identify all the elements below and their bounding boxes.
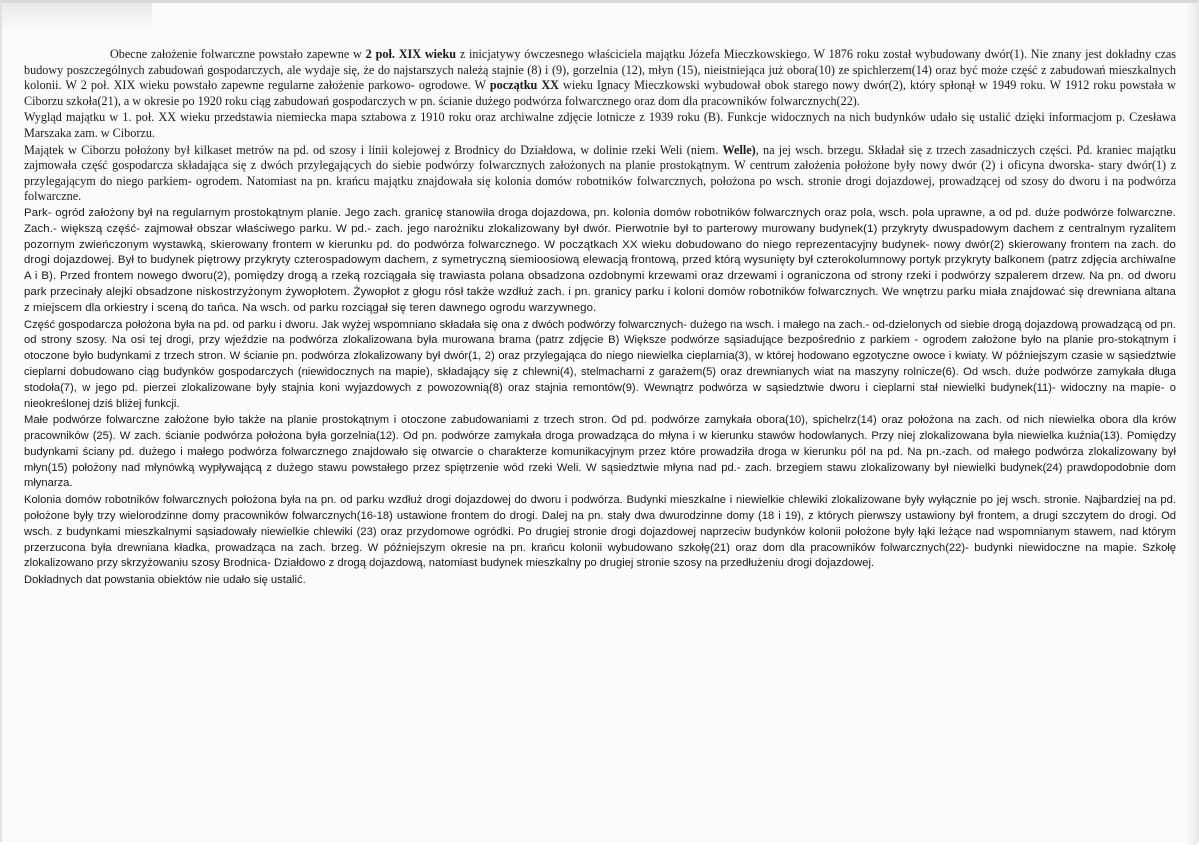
paragraph-park: Park- ogród założony był na regularnym prostokątnym planie. Jego zach. granicę stanowiła droga dojazdowa, pn. kolonia domów robotników folwarcznych oraz pola, wsch. pola uprawne, a od pd. duże podwórze folwarczne. Zach.- większą część- zajmował obszar właściwego parku. W pd.- zach. jego narożniku zlokalizowany był dwór. Pierwotnie był to parterowy murowany budynek(1) przykryty dwuspadowym dachem z centralnym ryzalitem pozornym zwieńczonym wystawką, skierowany frontem w kierunku pd. do podwórza folwarcznego. W początkach XX wieku dobudowano do niego reprezentacyjny budynek- nowy dwór(2) skierowany frontem na zach. do drogi dojazdowej. Był to budynek piętrowy przykryty czterospadowym dachem, z symetryczną siemioosiową elewacją frontową, przed którą wysunięty był czterokolumnowy portyk przykryty balkonem (patrz zdjęcia archiwalne A i B). Przed frontem nowego dworu(2), pomiędzy drogą a rzeką rozciągała się trawiasta polana obsadzona ozdobnymi krzewami oraz drzewami i ograniczona od strony rzeki i podwórzy szpalerem drzew. Na pn. od dworu park przecinały alejki obsadzone niskostrzyżonym żywopłotem. Żywopłot z głogu rósł także wzdłuż zach. i pn. granicy parku i koloni domów robotników folwarcznych. We wnętrzu parku miała znajdować się drewniana altana z miejscem dla orkiestry i sceną do tańca. Na wsch. od parku rozciągał się teren dawnego ogrodu warzywnego. [24, 206, 1176, 314]
paragraph-sources: Wygląd majątku w 1. poł. XX wieku przedstawia niemiecka mapa sztabowa z 1910 roku oraz archiwalne zdjęcie lotnicze z 1939 roku (B). Funkcje widocznych na nich budynków udało się ustalić dzięki informacjom p. Czesława Marszaka zam. w Ciborzu. [24, 110, 1176, 140]
paragraph-farm-part: Część gospodarcza położona była na pd. od parku i dworu. Jak wyżej wspomniano składała się ona z dwóch podwórzy folwarcznych- dużego na wsch. i małego na zach.- od-dzielonych od siebie drogą dojazdową prowadzącą od pn. od strony szosy. Na osi tej drogi, przy wjeździe na podwórza zlokalizowana była murowana brama (patrz zdjęcie B) Większe podwórze sąsiadujące bezpośrednio z parkiem - ogrodem założone było na planie pro-stokątnym i otoczone było budynkami z trzech stron. W ścianie pn. podwórza zlokalizowany był dwór(1, 2) oraz przylegająca do niego niewielka cieplarnia(3), w której hodowano egzotyczne owoce i kwiaty. W późniejszym czasie w sąsiedztwie cieplarni dobudowano ciąg budynków gospodarczych (niewidocznych na mapie), składający się z chlewni(4), stelmacharni z garażem(5) oraz drewnianych wiat na maszyny rolnicze(6). Od wsch. duże podwórze zamykała długa stodoła(7), w jego pd. pierzei zlokalizowane były stajnia koni wyjazdowych z powozownią(8) oraz stajnia remontów(9). Wewnątrz podwórza w sąsiedztwie dworu i cieplarni stał niewielki budynek(11)- widoczny na mapie- o nieokreślonej dziś bliżej funkcji. [24, 318, 1176, 410]
paragraph-history [24, 47, 1176, 109]
paragraph-workers-colony: Kolonia domów robotników folwarcznych położona była na pn. od parku wzdłuż drogi dojazdowej do dworu i podwórza. Budynki mieszkalne i niewielkie chlewiki zlokalizowane były wyłącznie po jej wsch. stronie. Najbardziej na pd. położone były trzy wielorodzinne domy pracowników folwarcznych(16-18) ustawione frontem do drogi. Dalej na pn. stały dwa dwurodzinne domy (18 i 19), z których pierwszy ustawiony był frontem, a drugi szczytem do drogi. Od wsch. z budynkami mieszkalnymi sąsiadowały niewielkie chlewiki (23) oraz przydomowe ogródki. Po drugiej stronie drogi dojazdowej naprzeciw budynków kolonii położone były łąki leżące nad wspomnianym stawem, nad którym przerzucona była drewniana kładka, prowadząca na zach. brzeg. W późniejszym okresie na pn. krańcu kolonii wybudowano szkołę(21) oraz dom dla pracowników folwarcznych(22)- budynki niewidoczne na mapie. Szkołę zlokalizowano przy skrzyżowaniu szosy Brodnica- Działdowo z drogą dojazdową, natomiast budynek mieszkalny po drugiej stronie szosy na przedłużeniu drogi dojazdowej. [24, 494, 1176, 570]
paragraph-location-text-1: Majątek w Ciborzu położony był kilkaset metrów na pd. od szosy i linii kolejowej z Brodnicy do Działdowa, w dolinie rzeki Weli (niem. [24, 142, 723, 157]
paragraph-closing: Dokładnych dat powstania obiektów nie udało się ustalić. [24, 574, 306, 587]
paragraph-history-text-2: z inicjatywy ówczesnego właściciela majątku Józefa Mieczkowskiego. W 1876 roku został wybudowany dwór(1). Nie znany jest dokładny czas budowy poszczególnych zabudowań gospodarczych, ale wydaje się, że do najstarszych należą stajnie (8) i (9), gorzelnia (12), młyn (15), nieistniejąca już obora(10) ze spichlerzem(14) oraz być może część z zabudowań mieszkalnych kolonii. W 2 poł. XIX wieku powstało zapewne regularne założenie parkowo- ogrodowe. W [24, 47, 1176, 93]
scan-shadow-top [2, 3, 152, 31]
paragraph-history-bold-1: 2 poł. XIX wieku [365, 47, 457, 61]
paragraph-history-bold-2: początku XX [489, 78, 559, 93]
paragraph-small-yard: Małe podwórze folwarczne założone było także na planie prostokątnym i otoczone zabudowaniami z trzech stron. Od pd. podwórze zamykała obora(10), spichelrz(14) oraz położona na zach. od nich niewielka obora dla krów pracowników (25). W zach. ścianie podwórza położona była gorzelnia(12). Od pn. podwórze zamykała droga prowadząca do młyna i w kierunku stawów hodowlanych. Przy niej zlokalizowana była niewielka kuźnia(13). Pomiędzy budynkami ściany pd. dużego i małego podwórza folwarcznego znajdowało się otwarcie o charakterze komunikacyjnym przez które prowadziła droga w kierunku pól na pd. Na pn.-zach. od małego podwórza zlokalizowany był młyn(15) położony nad młynówką wypływającą z dużego stawu powstałego przez spiętrzenie wód rzeki Weli. W sąsiedztwie młyna nad pd.- zach. brzegiem stawu zlokalizowany był niewielki budynek(24) prawdopodobnie dom młynarza. [24, 414, 1176, 490]
paragraph-location-bold: Welle) [722, 142, 756, 157]
scan-shadow-right [1185, 3, 1197, 845]
paragraph-location-text-2: , na jej wsch. brzegu. Składał się z trzech zasadniczych części. Pd. kraniec majątku zajmowała część gospodarcza składająca się z dwóch przylegających do siebie podwórzy folwarcznych założonych na planie prostokątnym. W centrum założenia położone były nowy dwór (2) i oficyna dworska- stary dwór(1) z przylegającym do niego parkiem- ogrodem. Natomiast na pn. krańcu majątku znajdowała się kolonia domów robotników folwarcznych, położona po wsch. stronie drogi dojazdowej, prowadzącej od szosy do dworu i na podwórza folwarczne. [24, 142, 1176, 204]
paragraph-history-text-1: Obecne założenie folwarczne powstało zapewne w [110, 47, 366, 61]
document-body [24, 47, 1176, 590]
paragraph-history-text-3: wieku Ignacy Mieczkowski wybudował obok starego nowy dwór(2), który spłonął w 1949 roku. W 1912 roku powstała w Ciborzu szkoła(21), a w okresie po 1920 roku ciąg zabudowań gospodarczych w pn. ścianie dużego podwórza folwarcznego oraz dom dla pracowników folwarcznych(22). [24, 78, 1176, 108]
paragraph-location [24, 143, 1176, 205]
